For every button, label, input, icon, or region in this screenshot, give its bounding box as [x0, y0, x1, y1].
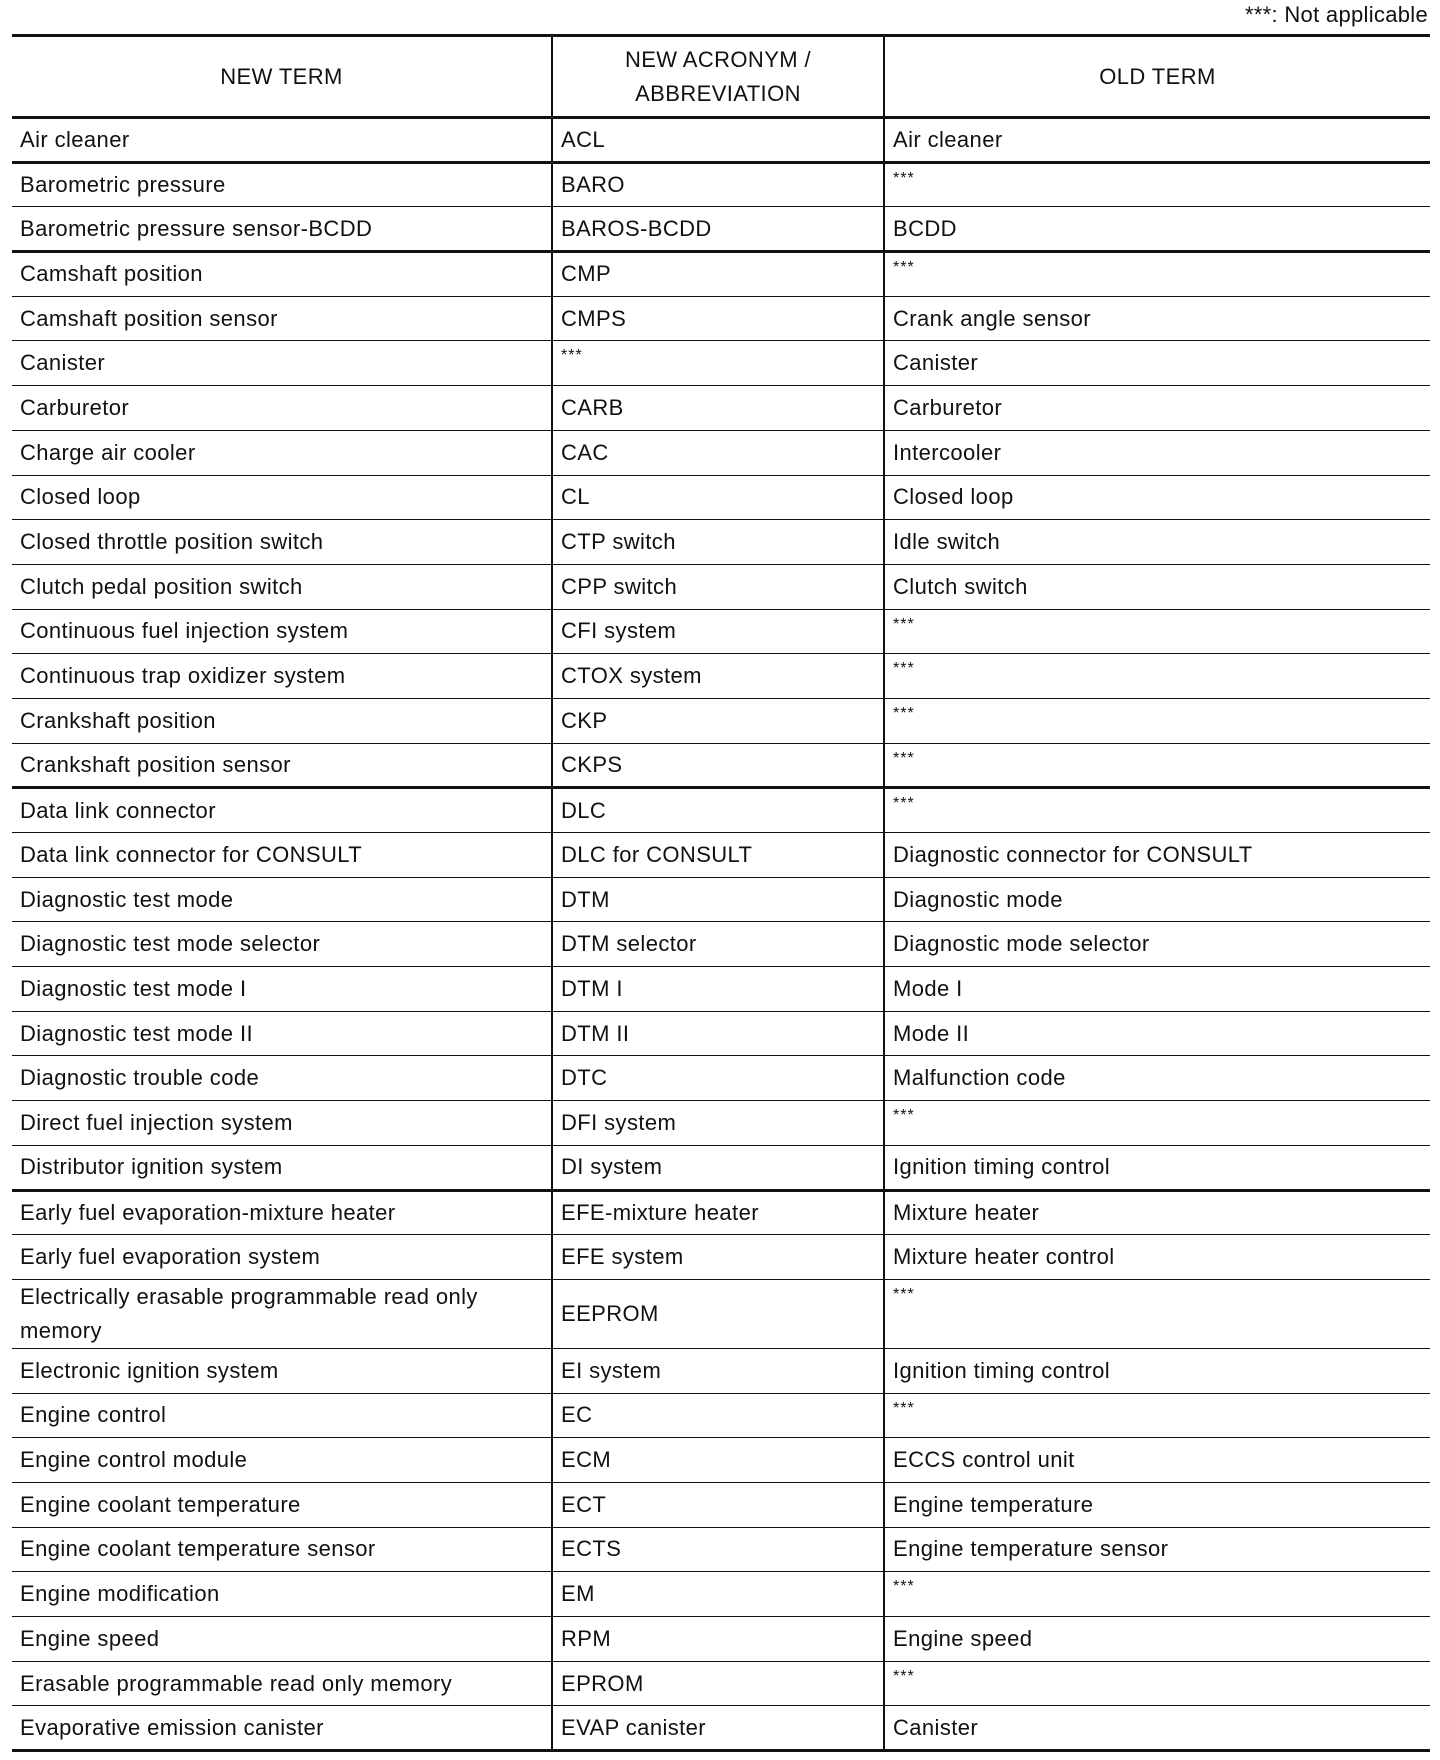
cell-new-acronym: DLC for CONSULT — [552, 833, 884, 878]
cell-new-acronym: EFE-mixture heater — [552, 1190, 884, 1235]
table-row — [12, 1348, 1430, 1393]
cell-old-term: Air cleaner — [884, 118, 1430, 163]
table-row — [12, 698, 1430, 743]
cell-old-term: Mode II — [884, 1011, 1430, 1056]
cell-old-term: *** — [884, 1101, 1430, 1146]
cell-new-term: Diagnostic test mode — [12, 877, 552, 922]
table-row — [12, 1393, 1430, 1438]
cell-new-acronym: CKPS — [552, 743, 884, 788]
table-row — [12, 430, 1430, 475]
cell-new-term: Early fuel evaporation-mixture heater — [12, 1190, 552, 1235]
table-row — [12, 118, 1430, 163]
cell-old-term: Closed loop — [884, 475, 1430, 520]
cell-new-term: Electrically erasable programmable read only memory — [12, 1279, 552, 1348]
cell-new-term: Canister — [12, 341, 552, 386]
cell-new-acronym: EEPROM — [552, 1279, 884, 1348]
cell-new-acronym: CKP — [552, 698, 884, 743]
cell-old-term: Malfunction code — [884, 1056, 1430, 1101]
cell-old-term: Engine temperature sensor — [884, 1527, 1430, 1572]
table-row — [12, 1279, 1430, 1348]
cell-old-term: Clutch switch — [884, 564, 1430, 609]
cell-new-term: Engine speed — [12, 1617, 552, 1662]
cell-new-acronym: CMP — [552, 252, 884, 297]
table-row — [12, 1527, 1430, 1572]
cell-new-acronym: CL — [552, 475, 884, 520]
table-row — [12, 654, 1430, 699]
cell-old-term: Diagnostic mode selector — [884, 922, 1430, 967]
table-row — [12, 296, 1430, 341]
cell-old-term: *** — [884, 609, 1430, 654]
cell-new-acronym: DTM — [552, 877, 884, 922]
cell-new-acronym: CTOX system — [552, 654, 884, 699]
cell-new-term: Clutch pedal position switch — [12, 564, 552, 609]
table-row — [12, 1235, 1430, 1280]
cell-old-term: Crank angle sensor — [884, 296, 1430, 341]
table-row — [12, 1101, 1430, 1146]
cell-old-term: *** — [884, 698, 1430, 743]
terminology-table — [12, 34, 1430, 1752]
cell-new-term: Camshaft position sensor — [12, 296, 552, 341]
cell-new-acronym: DFI system — [552, 1101, 884, 1146]
table-row — [12, 386, 1430, 431]
table-row — [12, 1482, 1430, 1527]
cell-old-term: Engine temperature — [884, 1482, 1430, 1527]
table-row — [12, 1617, 1430, 1662]
header-new-acronym — [552, 36, 884, 118]
table-row — [12, 162, 1430, 207]
cell-old-term: Diagnostic connector for CONSULT — [884, 833, 1430, 878]
cell-new-acronym: CARB — [552, 386, 884, 431]
cell-old-term: *** — [884, 654, 1430, 699]
cell-new-acronym: ECTS — [552, 1527, 884, 1572]
cell-new-acronym: EPROM — [552, 1661, 884, 1706]
cell-new-term: Air cleaner — [12, 118, 552, 163]
table-row — [12, 341, 1430, 386]
cell-new-acronym: DTC — [552, 1056, 884, 1101]
cell-new-acronym: BAROS-BCDD — [552, 207, 884, 252]
cell-old-term: *** — [884, 1393, 1430, 1438]
cell-new-term: Data link connector for CONSULT — [12, 833, 552, 878]
cell-new-term: Engine coolant temperature — [12, 1482, 552, 1527]
cell-new-term: Closed loop — [12, 475, 552, 520]
table-row — [12, 788, 1430, 833]
cell-new-acronym: ECT — [552, 1482, 884, 1527]
cell-new-acronym: ACL — [552, 118, 884, 163]
table-row — [12, 520, 1430, 565]
cell-new-term: Engine coolant temperature sensor — [12, 1527, 552, 1572]
table-row — [12, 1056, 1430, 1101]
cell-new-term: Continuous trap oxidizer system — [12, 654, 552, 699]
cell-old-term: Canister — [884, 1706, 1430, 1751]
cell-old-term: *** — [884, 1661, 1430, 1706]
cell-old-term: Idle switch — [884, 520, 1430, 565]
cell-old-term: Mixture heater — [884, 1190, 1430, 1235]
cell-new-acronym: DTM II — [552, 1011, 884, 1056]
cell-new-acronym: EM — [552, 1572, 884, 1617]
cell-old-term: Ignition timing control — [884, 1145, 1430, 1190]
cell-new-term: Diagnostic test mode selector — [12, 922, 552, 967]
terminology-table-container — [12, 34, 1430, 1752]
cell-old-term: Ignition timing control — [884, 1348, 1430, 1393]
cell-new-acronym: CAC — [552, 430, 884, 475]
table-row — [12, 1661, 1430, 1706]
cell-new-term: Diagnostic trouble code — [12, 1056, 552, 1101]
cell-new-acronym: DI system — [552, 1145, 884, 1190]
header-new-term: NEW TERM — [12, 36, 552, 118]
cell-old-term: Mode I — [884, 967, 1430, 1012]
cell-old-term: *** — [884, 252, 1430, 297]
cell-old-term: *** — [884, 743, 1430, 788]
cell-new-term: Engine control — [12, 1393, 552, 1438]
cell-new-acronym: *** — [552, 341, 884, 386]
cell-new-acronym: CMPS — [552, 296, 884, 341]
cell-new-term: Continuous fuel injection system — [12, 609, 552, 654]
table-row — [12, 1145, 1430, 1190]
cell-new-acronym: CTP switch — [552, 520, 884, 565]
cell-new-term: Evaporative emission canister — [12, 1706, 552, 1751]
cell-new-term: Erasable programmable read only memory — [12, 1661, 552, 1706]
cell-new-term: Barometric pressure sensor-BCDD — [12, 207, 552, 252]
header-old-term: OLD TERM — [884, 36, 1430, 118]
cell-new-acronym: RPM — [552, 1617, 884, 1662]
cell-new-term: Diagnostic test mode I — [12, 967, 552, 1012]
table-row — [12, 833, 1430, 878]
cell-old-term: ECCS control unit — [884, 1438, 1430, 1483]
table-row — [12, 743, 1430, 788]
cell-new-acronym: EFE system — [552, 1235, 884, 1280]
table-row — [12, 922, 1430, 967]
table-row — [12, 1011, 1430, 1056]
cell-old-term: Intercooler — [884, 430, 1430, 475]
cell-new-term: Charge air cooler — [12, 430, 552, 475]
cell-new-acronym: CFI system — [552, 609, 884, 654]
cell-new-term: Crankshaft position — [12, 698, 552, 743]
table-row — [12, 207, 1430, 252]
cell-new-acronym: ECM — [552, 1438, 884, 1483]
cell-new-term: Camshaft position — [12, 252, 552, 297]
cell-new-term: Closed throttle position switch — [12, 520, 552, 565]
cell-new-acronym: EC — [552, 1393, 884, 1438]
table-row — [12, 1190, 1430, 1235]
cell-old-term: BCDD — [884, 207, 1430, 252]
cell-new-acronym: CPP switch — [552, 564, 884, 609]
table-row — [12, 1572, 1430, 1617]
cell-new-term: Carburetor — [12, 386, 552, 431]
cell-new-acronym: BARO — [552, 162, 884, 207]
cell-new-term: Engine modification — [12, 1572, 552, 1617]
cell-new-acronym: DLC — [552, 788, 884, 833]
cell-old-term: *** — [884, 1572, 1430, 1617]
cell-new-acronym: DTM I — [552, 967, 884, 1012]
cell-new-term: Direct fuel injection system — [12, 1101, 552, 1146]
header-acronym-line1: NEW ACRONYM / — [624, 46, 812, 72]
table-body — [12, 118, 1430, 1751]
not-applicable-legend: ***: Not applicable — [1244, 2, 1428, 27]
table-row — [12, 1706, 1430, 1751]
header-acronym-line2: ABBREVIATION — [635, 80, 801, 106]
cell-old-term: Mixture heater control — [884, 1235, 1430, 1280]
cell-old-term: Carburetor — [884, 386, 1430, 431]
cell-old-term: Canister — [884, 341, 1430, 386]
cell-old-term: *** — [884, 788, 1430, 833]
cell-new-term: Diagnostic test mode II — [12, 1011, 552, 1056]
cell-new-term: Early fuel evaporation system — [12, 1235, 552, 1280]
cell-new-term: Electronic ignition system — [12, 1348, 552, 1393]
table-row — [12, 967, 1430, 1012]
cell-old-term: Diagnostic mode — [884, 877, 1430, 922]
cell-old-term: *** — [884, 162, 1430, 207]
cell-new-acronym: DTM selector — [552, 922, 884, 967]
cell-old-term: Engine speed — [884, 1617, 1430, 1662]
cell-new-term: Barometric pressure — [12, 162, 552, 207]
table-header-row — [12, 36, 1430, 118]
cell-new-term: Crankshaft position sensor — [12, 743, 552, 788]
cell-new-term: Engine control module — [12, 1438, 552, 1483]
cell-new-acronym: EI system — [552, 1348, 884, 1393]
table-row — [12, 1438, 1430, 1483]
table-row — [12, 475, 1430, 520]
table-row — [12, 609, 1430, 654]
cell-new-term: Distributor ignition system — [12, 1145, 552, 1190]
table-row — [12, 564, 1430, 609]
cell-old-term: *** — [884, 1279, 1430, 1348]
cell-new-acronym: EVAP canister — [552, 1706, 884, 1751]
table-row — [12, 252, 1430, 297]
table-row — [12, 877, 1430, 922]
cell-new-term: Data link connector — [12, 788, 552, 833]
